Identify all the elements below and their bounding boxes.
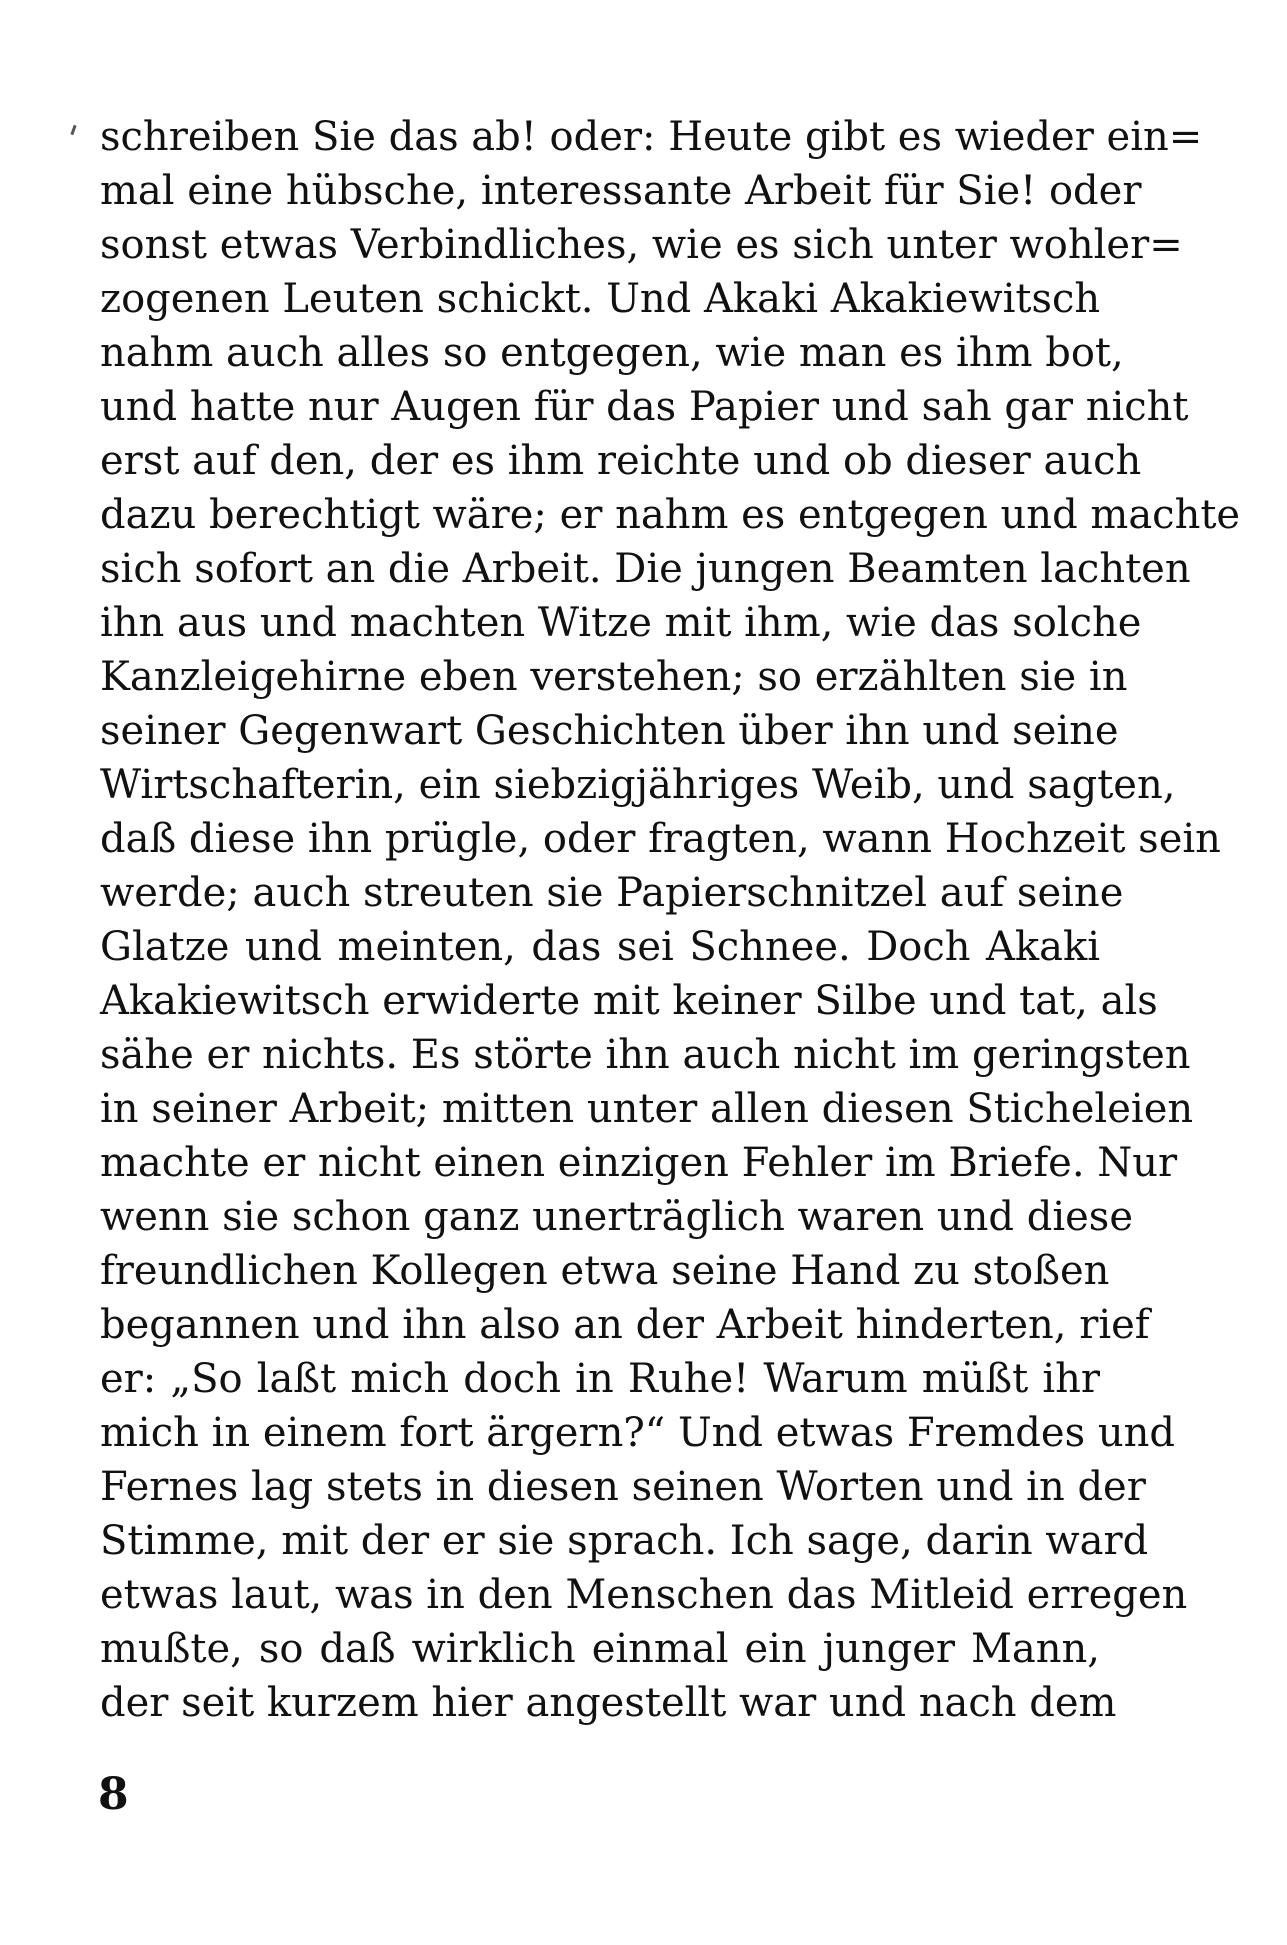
text-line: in seiner Arbeit; mitten unter allen diesen Sticheleien [100,1086,1194,1132]
text-line: sähe er nichts. Es störte ihn auch nicht im geringsten [100,1032,1191,1078]
text-line: daß diese ihn prügle, oder fragten, wann Hochzeit sein [100,816,1221,862]
text-line: Kanzleigehirne eben verstehen; so erzählten sie in [100,654,1128,700]
text-line: mal eine hübsche, interessante Arbeit für Sie! oder [100,168,1142,214]
text-line: zogenen Leuten schickt. Und Akaki Akakiewitsch [100,276,1101,322]
page-number: 8 [98,1769,129,1820]
text-line: Wirtschafterin, ein siebzigjähriges Weib, und sagten, [100,762,1176,808]
text-line: freundlichen Kollegen etwa seine Hand zu stoßen [100,1248,1110,1294]
text-line: begannen und ihn also an der Arbeit hinderten, rief [100,1302,1150,1348]
text-line: schreiben Sie das ab! oder: Heute gibt es wieder ein= [100,114,1203,160]
text-line: dazu berechtigt wäre; er nahm es entgegen und machte [100,492,1241,538]
text-line: Stimme, mit der er sie sprach. Ich sage, darin ward [100,1518,1149,1564]
text-line: sich sofort an die Arbeit. Die jungen Beamten lachten [100,546,1191,592]
text-line: machte er nicht einen einzigen Fehler im Briefe. Nur [100,1140,1178,1186]
text-line: mußte, so daß wirklich einmal ein junger Mann, [100,1626,1100,1672]
text-line: sonst etwas Verbindliches, wie es sich unter wohler= [100,222,1183,268]
text-line: etwas laut, was in den Menschen das Mitleid erregen [100,1572,1188,1618]
text-line: und hatte nur Augen für das Papier und sah gar nicht [100,384,1189,430]
text-line: Fernes lag stets in diesen seinen Worten und in der [100,1464,1146,1510]
text-line: mich in einem fort ärgern?“ Und etwas Fremdes und [100,1410,1175,1456]
text-line: ihn aus und machten Witze mit ihm, wie das solche [100,600,1142,646]
text-line: er: „So laßt mich doch in Ruhe! Warum müßt ihr [100,1356,1100,1402]
text-line: werde; auch streuten sie Papierschnitzel auf seine [100,870,1124,916]
text-line: seiner Gegenwart Geschichten über ihn und seine [100,708,1119,754]
text-line: erst auf den, der es ihm reichte und ob dieser auch [100,438,1142,484]
text-line: nahm auch alles so entgegen, wie man es ihm bot, [100,330,1124,376]
body-text [100,110,1241,1730]
text-line: Akakiewitsch erwiderte mit keiner Silbe und tat, als [100,978,1158,1024]
margin-mark [70,125,76,135]
text-line: Glatze und meinten, das sei Schnee. Doch Akaki [100,924,1100,970]
text-line: wenn sie schon ganz unerträglich waren und diese [100,1194,1134,1240]
text-line: der seit kurzem hier angestellt war und nach dem [100,1680,1117,1726]
